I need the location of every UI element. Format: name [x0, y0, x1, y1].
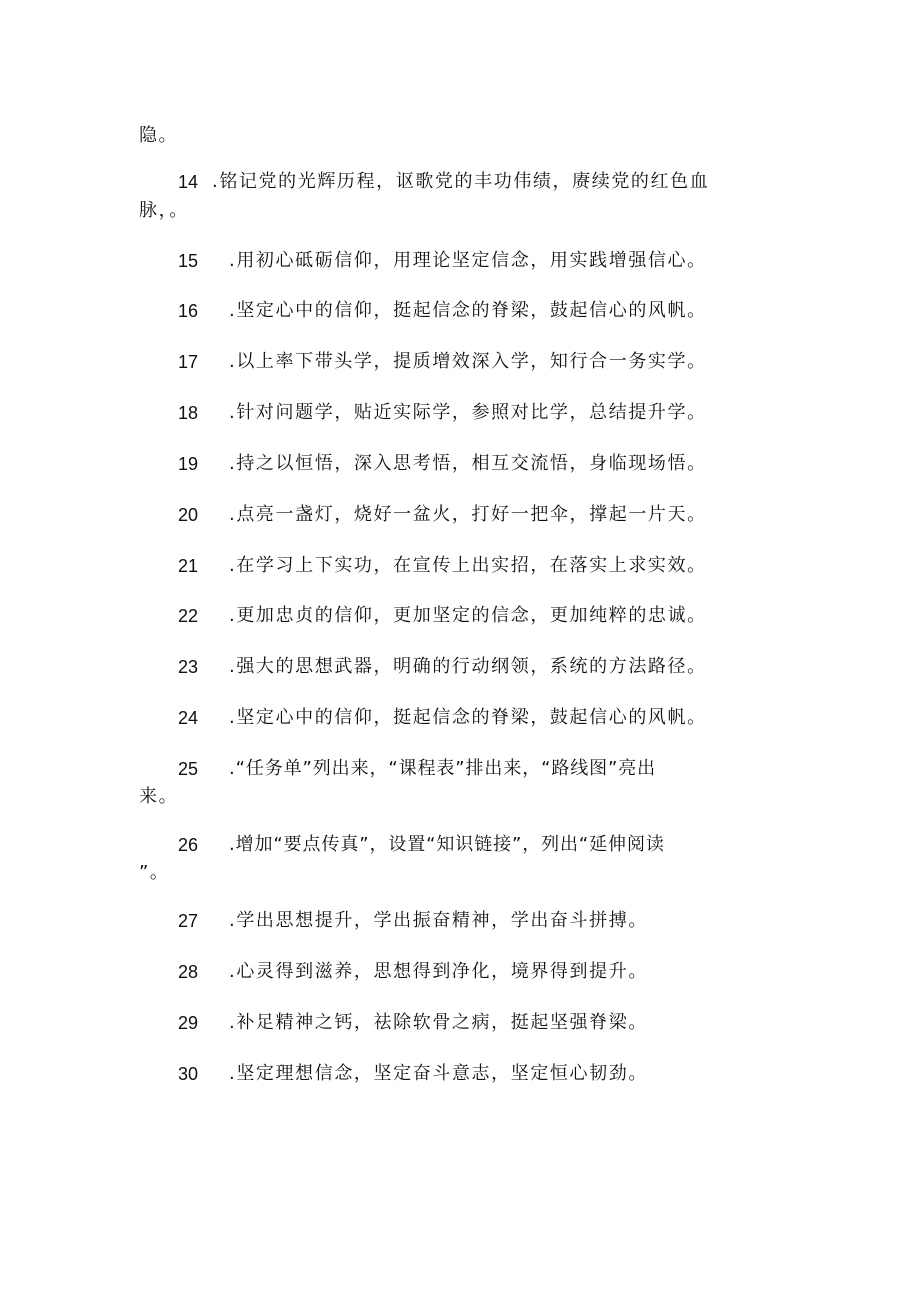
- item-text-continuation: ”。: [139, 862, 170, 883]
- item-text: .持之以恒悟，深入思考悟，相互交流悟，身临现场悟。: [229, 453, 707, 474]
- item-text: .坚定理想信念，坚定奋斗意志，坚定恒心韧劲。: [229, 1063, 648, 1084]
- item-text: .更加忠贞的信仰，更加坚定的信念，更加纯粹的忠诚。: [229, 605, 707, 626]
- item-text: .心灵得到滋养，思想得到净化，境界得到提升。: [229, 961, 648, 982]
- item-number: 14: [178, 172, 199, 192]
- item-number: 16: [178, 301, 199, 321]
- lead-line: 隐。: [139, 125, 178, 146]
- item-text: .用初心砥砺信仰，用理论坚定信念，用实践增强信心。: [229, 250, 707, 271]
- item-text: .坚定心中的信仰，挺起信念的脊梁，鼓起信心的风帆。: [229, 707, 707, 728]
- item-number: 21: [178, 556, 199, 576]
- item-number: 22: [178, 606, 199, 626]
- item-text-continuation: 来。: [139, 786, 179, 807]
- item-text: .强大的思想武器，明确的行动纲领，系统的方法路径。: [229, 656, 707, 677]
- item-number: 15: [178, 251, 199, 271]
- item-number: 20: [178, 505, 199, 525]
- item-text: .铭记党的光辉历程，讴歌党的丰功伟绩，赓续党的红色血: [212, 171, 710, 192]
- item-number: 18: [178, 403, 199, 423]
- item-number: 25: [178, 759, 199, 779]
- item-number: 28: [178, 962, 199, 982]
- item-text: .针对问题学，贴近实际学，参照对比学，总结提升学。: [229, 402, 707, 423]
- item-number: 30: [178, 1064, 199, 1084]
- item-number: 29: [178, 1013, 199, 1033]
- item-text: .以上率下带头学，提质增效深入学，知行合一务实学。: [229, 351, 707, 372]
- item-number: 24: [178, 708, 199, 728]
- item-text: .在学习上下实功，在宣传上出实招，在落实上求实效。: [229, 555, 707, 576]
- item-text: .坚定心中的信仰，挺起信念的脊梁，鼓起信心的风帆。: [229, 300, 707, 321]
- item-text: .补足精神之钙，祛除软骨之病，挺起坚强脊梁。: [229, 1012, 648, 1033]
- item-text-continuation: 脉，。: [139, 200, 189, 221]
- item-number: 26: [178, 835, 199, 855]
- item-number: 27: [178, 911, 199, 931]
- item-number: 23: [178, 657, 199, 677]
- item-text: .学出思想提升，学出振奋精神，学出奋斗拼搏。: [229, 910, 648, 931]
- item-number: 19: [178, 454, 199, 474]
- item-number: 17: [178, 352, 199, 372]
- item-text: .增加“要点传真”，设置“知识链接”，列出“延伸阅读: [229, 834, 665, 855]
- item-text: .点亮一盏灯，烧好一盆火，打好一把伞，撑起一片天。: [229, 504, 707, 525]
- item-text: .“任务单”列出来，“课程表”排出来，“路线图”亮出: [229, 758, 657, 779]
